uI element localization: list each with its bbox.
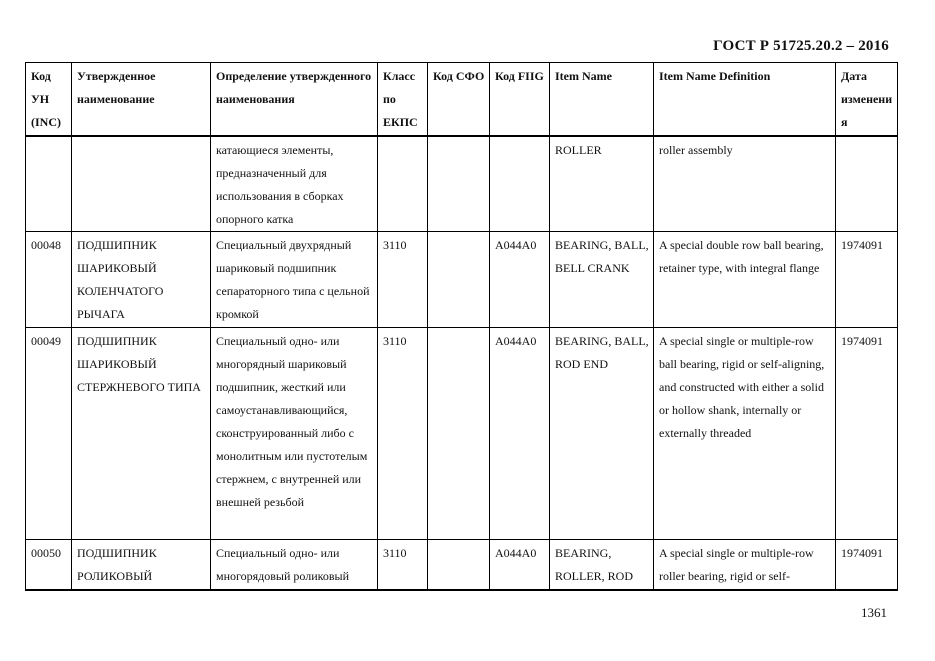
column-header-date: Дата изменения xyxy=(836,63,898,136)
cell-item-definition: A special double row ball bearing, retainer type, with integral flange xyxy=(654,231,836,327)
column-header-approved-name: Утвержденное наименование xyxy=(72,63,211,136)
cell-definition: катающиеся элементы, предназначенный для использования в сборках опорного катка xyxy=(211,136,378,232)
column-header-definition: Определение утвержденного наименования xyxy=(211,63,378,136)
cell-code: 00048 xyxy=(26,231,72,327)
cell-code xyxy=(26,136,72,232)
cell-item-name: ROLLER xyxy=(550,136,654,232)
cell-definition: Специальный одно- или многорядный шариковый подшипник, жесткий или самоустанавливающийся, сконструированный либо с монолитным или пустотелым стержнем, с внутренней или внешней резьбой xyxy=(211,327,378,539)
cell-fiig xyxy=(490,136,550,232)
cell-code: 00049 xyxy=(26,327,72,539)
cell-date xyxy=(836,136,898,232)
cell-class: 3110 xyxy=(378,231,428,327)
column-header-item-definition: Item Name Definition xyxy=(654,63,836,136)
cell-item-definition: A special single or multiple-row ball bearing, rigid or self-aligning, and constructed with either a solid or hollow shank, internally or externally threaded xyxy=(654,327,836,539)
cell-definition: Специальный одно- или многорядовый роликовый xyxy=(211,539,378,590)
cell-item-definition: A special single or multiple-row roller bearing, rigid or self- xyxy=(654,539,836,590)
cell-date: 1974091 xyxy=(836,327,898,539)
cell-fiig: A044A0 xyxy=(490,539,550,590)
table-row xyxy=(26,539,898,590)
column-header-class: Класс по ЕКПС xyxy=(378,63,428,136)
classification-table xyxy=(25,62,898,591)
cell-item-name: BEARING, BALL, ROD END xyxy=(550,327,654,539)
cell-name: ПОДШИПНИК РОЛИКОВЫЙ xyxy=(72,539,211,590)
standard-title: ГОСТ Р 51725.20.2 – 2016 xyxy=(713,38,889,54)
cell-item-definition: roller assembly xyxy=(654,136,836,232)
cell-name xyxy=(72,136,211,232)
cell-date: 1974091 xyxy=(836,539,898,590)
column-header-fiig: Код FIIG xyxy=(490,63,550,136)
column-header-item-name: Item Name xyxy=(550,63,654,136)
cell-class xyxy=(378,136,428,232)
cell-sfo xyxy=(428,231,490,327)
cell-sfo xyxy=(428,136,490,232)
cell-definition: Специальный двухрядный шариковый подшипник сепараторного типа с цельной кромкой xyxy=(211,231,378,327)
cell-sfo xyxy=(428,539,490,590)
cell-fiig: A044A0 xyxy=(490,327,550,539)
table-header-row xyxy=(26,63,898,136)
cell-name: ПОДШИПНИК ШАРИКОВЫЙ КОЛЕНЧАТОГО РЫЧАГА xyxy=(72,231,211,327)
column-header-code: Код УН (INC) xyxy=(26,63,72,136)
cell-sfo xyxy=(428,327,490,539)
table-row xyxy=(26,136,898,232)
cell-class: 3110 xyxy=(378,327,428,539)
column-header-sfo: Код СФО xyxy=(428,63,490,136)
cell-item-name: BEARING, BALL, BELL CRANK xyxy=(550,231,654,327)
cell-code: 00050 xyxy=(26,539,72,590)
page-number: 1361 xyxy=(861,605,887,620)
cell-name: ПОДШИПНИК ШАРИКОВЫЙ СТЕРЖНЕВОГО ТИПА xyxy=(72,327,211,539)
cell-item-name: BEARING, ROLLER, ROD xyxy=(550,539,654,590)
cell-fiig: A044A0 xyxy=(490,231,550,327)
cell-date: 1974091 xyxy=(836,231,898,327)
table-row xyxy=(26,231,898,327)
cell-class: 3110 xyxy=(378,539,428,590)
table-row xyxy=(26,327,898,539)
